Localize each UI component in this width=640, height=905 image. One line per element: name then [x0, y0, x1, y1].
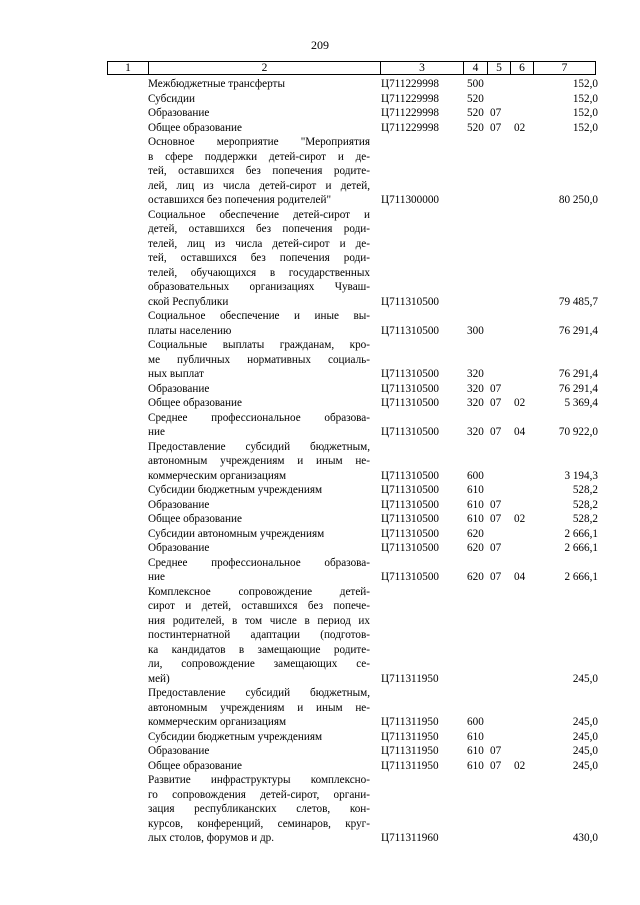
row-description: [148, 92, 370, 107]
row-code: Ц711310500: [381, 542, 440, 554]
description-line: ние: [148, 571, 165, 583]
description-line: Субсидии бюджетным учреждениям: [148, 730, 323, 743]
description-line: Социальные выплаты гражданам, кро-: [148, 339, 370, 351]
description-line: Социальное обеспечение детей-сирот и: [148, 208, 370, 221]
table-row: [0, 744, 640, 759]
description-line: Среднее профессиональное образова-: [148, 411, 370, 424]
table-row: [0, 730, 640, 745]
row-amount: 76 291,4: [558, 368, 598, 380]
description-line: Образование: [148, 542, 210, 554]
row-code: Ц711310500: [381, 498, 440, 511]
row-code: Ц711229998: [381, 107, 440, 119]
row-expense-type: 610: [467, 730, 484, 743]
row-code: Ц711310500: [381, 527, 440, 540]
row-description: [148, 773, 370, 846]
description-line: Среднее профессиональное образова-: [148, 556, 370, 569]
row-description: [148, 77, 370, 92]
row-amount: 152,0: [572, 107, 598, 119]
table-row: [0, 411, 640, 440]
row-description: [148, 585, 370, 687]
header-cell-4: 4: [464, 62, 488, 74]
table-header: [107, 61, 596, 75]
table-row: [0, 512, 640, 527]
budget-table-body: [0, 77, 640, 846]
description-line: Общее образование: [148, 513, 242, 525]
row-subsection: 02: [514, 759, 526, 772]
header-cell-3: 3: [381, 62, 464, 74]
description-line: Предоставление субсидий бюджетным,: [148, 687, 370, 699]
row-amount: 2 666,1: [564, 571, 598, 583]
row-expense-type: 610: [467, 513, 484, 525]
row-expense-type: 320: [467, 382, 484, 395]
row-amount: 245,0: [572, 672, 598, 685]
table-row: [0, 77, 640, 92]
description-line: автономным учреждениям и иным не-: [148, 701, 370, 714]
table-row: [0, 396, 640, 411]
table-row: [0, 759, 640, 774]
description-line: Общее образование: [148, 759, 242, 772]
row-code: Ц711310500: [381, 571, 440, 583]
row-expense-type: 610: [467, 484, 484, 496]
description-line: постинтернатной адаптации (подготов-: [148, 629, 370, 641]
row-section: 07: [490, 745, 502, 757]
description-line: Образование: [148, 107, 210, 119]
table-row: [0, 498, 640, 513]
description-line: Социальное обеспечение и иные вы-: [148, 310, 370, 322]
row-expense-type: 620: [467, 571, 484, 583]
row-code: Ц711310500: [381, 397, 440, 409]
description-line: ли, сопровождение замещающих се-: [148, 658, 370, 670]
description-line: курсов, конференций, семинаров, круг-: [148, 817, 370, 830]
row-amount: 2 666,1: [564, 542, 598, 554]
description-line: Общее образование: [148, 121, 242, 134]
row-amount: 245,0: [572, 759, 598, 772]
description-line: Основное мероприятие "Мероприятия: [148, 136, 370, 148]
table-row: [0, 483, 640, 498]
row-expense-type: 300: [467, 324, 484, 337]
row-amount: 528,2: [572, 498, 598, 511]
description-line: ния родителей, в том числе в период их: [148, 614, 370, 627]
description-line: лых столов, форумов и др.: [148, 832, 275, 844]
row-code: Ц711300000: [381, 194, 440, 206]
description-line: Образование: [148, 745, 210, 757]
row-description: [148, 382, 370, 397]
header-cell-6: 6: [511, 62, 534, 74]
table-row: [0, 338, 640, 382]
header-cell-7: 7: [561, 62, 568, 74]
description-line: ных выплат: [148, 368, 204, 380]
row-description: [148, 483, 370, 498]
description-line: оставшихся без попечения родителей": [148, 194, 332, 206]
row-section: 07: [490, 571, 502, 583]
row-description: [148, 135, 370, 208]
table-row: [0, 541, 640, 556]
row-description: [148, 309, 370, 338]
row-section: 07: [490, 759, 502, 772]
table-row: [0, 309, 640, 338]
description-line: Образование: [148, 382, 210, 395]
row-code: Ц711311960: [381, 832, 439, 844]
row-subsection: 02: [514, 397, 526, 409]
row-description: [148, 541, 370, 556]
row-description: [148, 498, 370, 513]
row-description: [148, 338, 370, 382]
row-code: Ц711311950: [381, 759, 439, 772]
row-code: Ц711311950: [381, 730, 439, 743]
row-description: [148, 759, 370, 774]
row-expense-type: 610: [467, 745, 484, 757]
row-amount: 245,0: [572, 745, 598, 757]
description-line: в сфере поддержки детей-сирот и де-: [148, 150, 370, 163]
row-amount: 2 666,1: [564, 527, 598, 540]
row-description: [148, 411, 370, 440]
row-code: Ц711310500: [381, 295, 440, 308]
page-number: 209: [311, 38, 329, 52]
row-expense-type: 520: [467, 92, 484, 105]
header-cell-2: 2: [149, 62, 381, 74]
description-line: Общее образование: [148, 397, 242, 409]
row-description: [148, 396, 370, 411]
row-amount: 152,0: [572, 78, 598, 90]
row-code: Ц711311950: [381, 716, 439, 728]
description-line: сирот и детей, оставшихся без попече-: [148, 600, 370, 612]
description-line: Развитие инфраструктуры комплексно-: [148, 774, 370, 786]
description-line: ка кандидатов в замещающие родите-: [148, 643, 370, 656]
description-line: ской Республики: [148, 295, 229, 308]
row-subsection: 04: [514, 571, 526, 583]
description-line: ние: [148, 426, 165, 438]
description-line: Межбюджетные трансферты: [148, 78, 285, 90]
description-line: телей, обучающихся в государственных: [148, 266, 370, 279]
row-amount: 76 291,4: [558, 324, 598, 337]
row-code: Ц711229998: [381, 92, 440, 105]
row-code: Ц711310500: [381, 513, 440, 525]
description-line: тей, оставшихся без попечения родите-: [148, 165, 370, 177]
row-description: [148, 208, 370, 310]
table-row: [0, 121, 640, 136]
row-expense-type: 320: [467, 368, 484, 380]
table-row: [0, 773, 640, 846]
row-expense-type: 620: [467, 542, 484, 554]
description-line: Субсидии бюджетным учреждениям: [148, 484, 323, 496]
table-row: [0, 440, 640, 484]
row-expense-type: 320: [467, 426, 484, 438]
row-amount: 76 291,4: [558, 382, 598, 395]
table-row: [0, 686, 640, 730]
table-row: [0, 556, 640, 585]
row-subsection: 04: [514, 426, 526, 438]
description-line: Предоставление субсидий бюджетным,: [148, 440, 370, 453]
row-section: 07: [490, 107, 502, 119]
row-expense-type: 610: [467, 498, 484, 511]
row-amount: 528,2: [572, 484, 598, 496]
row-amount: 5 369,4: [564, 397, 598, 409]
row-expense-type: 320: [467, 397, 484, 409]
description-line: детей, оставшихся без попечения роди-: [148, 223, 370, 235]
row-expense-type: 610: [467, 759, 484, 772]
row-code: Ц711310500: [381, 426, 440, 438]
row-amount: 528,2: [572, 513, 598, 525]
description-line: автономным учреждениям и иным не-: [148, 455, 370, 467]
row-amount: 3 194,3: [564, 469, 598, 482]
row-description: [148, 686, 370, 730]
description-line: Субсидии: [148, 92, 195, 105]
row-amount: 70 922,0: [558, 426, 598, 438]
row-code: Ц711229998: [381, 78, 440, 90]
row-description: [148, 121, 370, 136]
row-description: [148, 744, 370, 759]
row-description: [148, 556, 370, 585]
row-amount: 80 250,0: [558, 194, 598, 206]
description-line: платы населению: [148, 324, 232, 337]
row-section: 07: [490, 498, 502, 511]
row-expense-type: 500: [467, 78, 484, 90]
row-expense-type: 520: [467, 107, 484, 119]
row-amount: 152,0: [572, 121, 598, 134]
row-code: Ц711311950: [381, 745, 439, 757]
row-expense-type: 520: [467, 121, 484, 134]
row-section: 07: [490, 513, 502, 525]
description-line: мей): [148, 672, 170, 685]
description-line: Субсидии автономным учреждениям: [148, 527, 325, 540]
description-line: образовательных организациях Чуваш-: [148, 281, 370, 293]
row-expense-type: 620: [467, 527, 484, 540]
row-description: [148, 527, 370, 542]
table-row: [0, 585, 640, 687]
description-line: го сопровождения детей-сирот, органи-: [148, 788, 370, 801]
row-code: Ц711310500: [381, 368, 440, 380]
table-row: [0, 527, 640, 542]
row-expense-type: 600: [467, 469, 484, 482]
description-line: ме публичных нормативных социаль-: [148, 353, 370, 366]
description-line: зация республиканских слетов, кон-: [148, 803, 370, 815]
row-amount: 79 485,7: [558, 295, 598, 308]
description-line: коммерческим организациям: [148, 469, 287, 482]
row-code: Ц711310500: [381, 484, 440, 496]
row-amount: 245,0: [572, 716, 598, 728]
table-row: [0, 208, 640, 310]
header-cell-5: 5: [488, 62, 511, 74]
row-subsection: 02: [514, 513, 526, 525]
row-code: Ц711229998: [381, 121, 440, 134]
row-section: 07: [490, 426, 502, 438]
row-code: Ц711310500: [381, 382, 440, 395]
row-code: Ц711310500: [381, 324, 440, 337]
row-amount: 430,0: [572, 832, 598, 844]
row-description: [148, 440, 370, 484]
description-line: тей, оставшихся без попечения роди-: [148, 252, 370, 264]
description-line: коммерческим организациям: [148, 716, 287, 728]
row-description: [148, 106, 370, 121]
row-description: [148, 730, 370, 745]
row-code: Ц711311950: [381, 672, 439, 685]
description-line: лей, лиц из числа детей-сирот и детей,: [148, 179, 370, 192]
table-row: [0, 382, 640, 397]
description-line: телей, лиц из числа детей-сирот и де-: [148, 237, 370, 250]
row-code: Ц711310500: [381, 469, 440, 482]
table-row: [0, 106, 640, 121]
row-expense-type: 600: [467, 716, 484, 728]
table-row: [0, 135, 640, 208]
description-line: Образование: [148, 498, 210, 511]
row-amount: 245,0: [572, 730, 598, 743]
row-section: 07: [490, 121, 502, 134]
row-amount: 152,0: [572, 92, 598, 105]
header-cell-1: 1: [108, 62, 149, 74]
row-description: [148, 512, 370, 527]
row-section: 07: [490, 542, 502, 554]
description-line: Комплексное сопровождение детей-: [148, 585, 370, 598]
row-section: 07: [490, 397, 502, 409]
row-subsection: 02: [514, 121, 526, 134]
row-section: 07: [490, 382, 502, 395]
table-row: [0, 92, 640, 107]
